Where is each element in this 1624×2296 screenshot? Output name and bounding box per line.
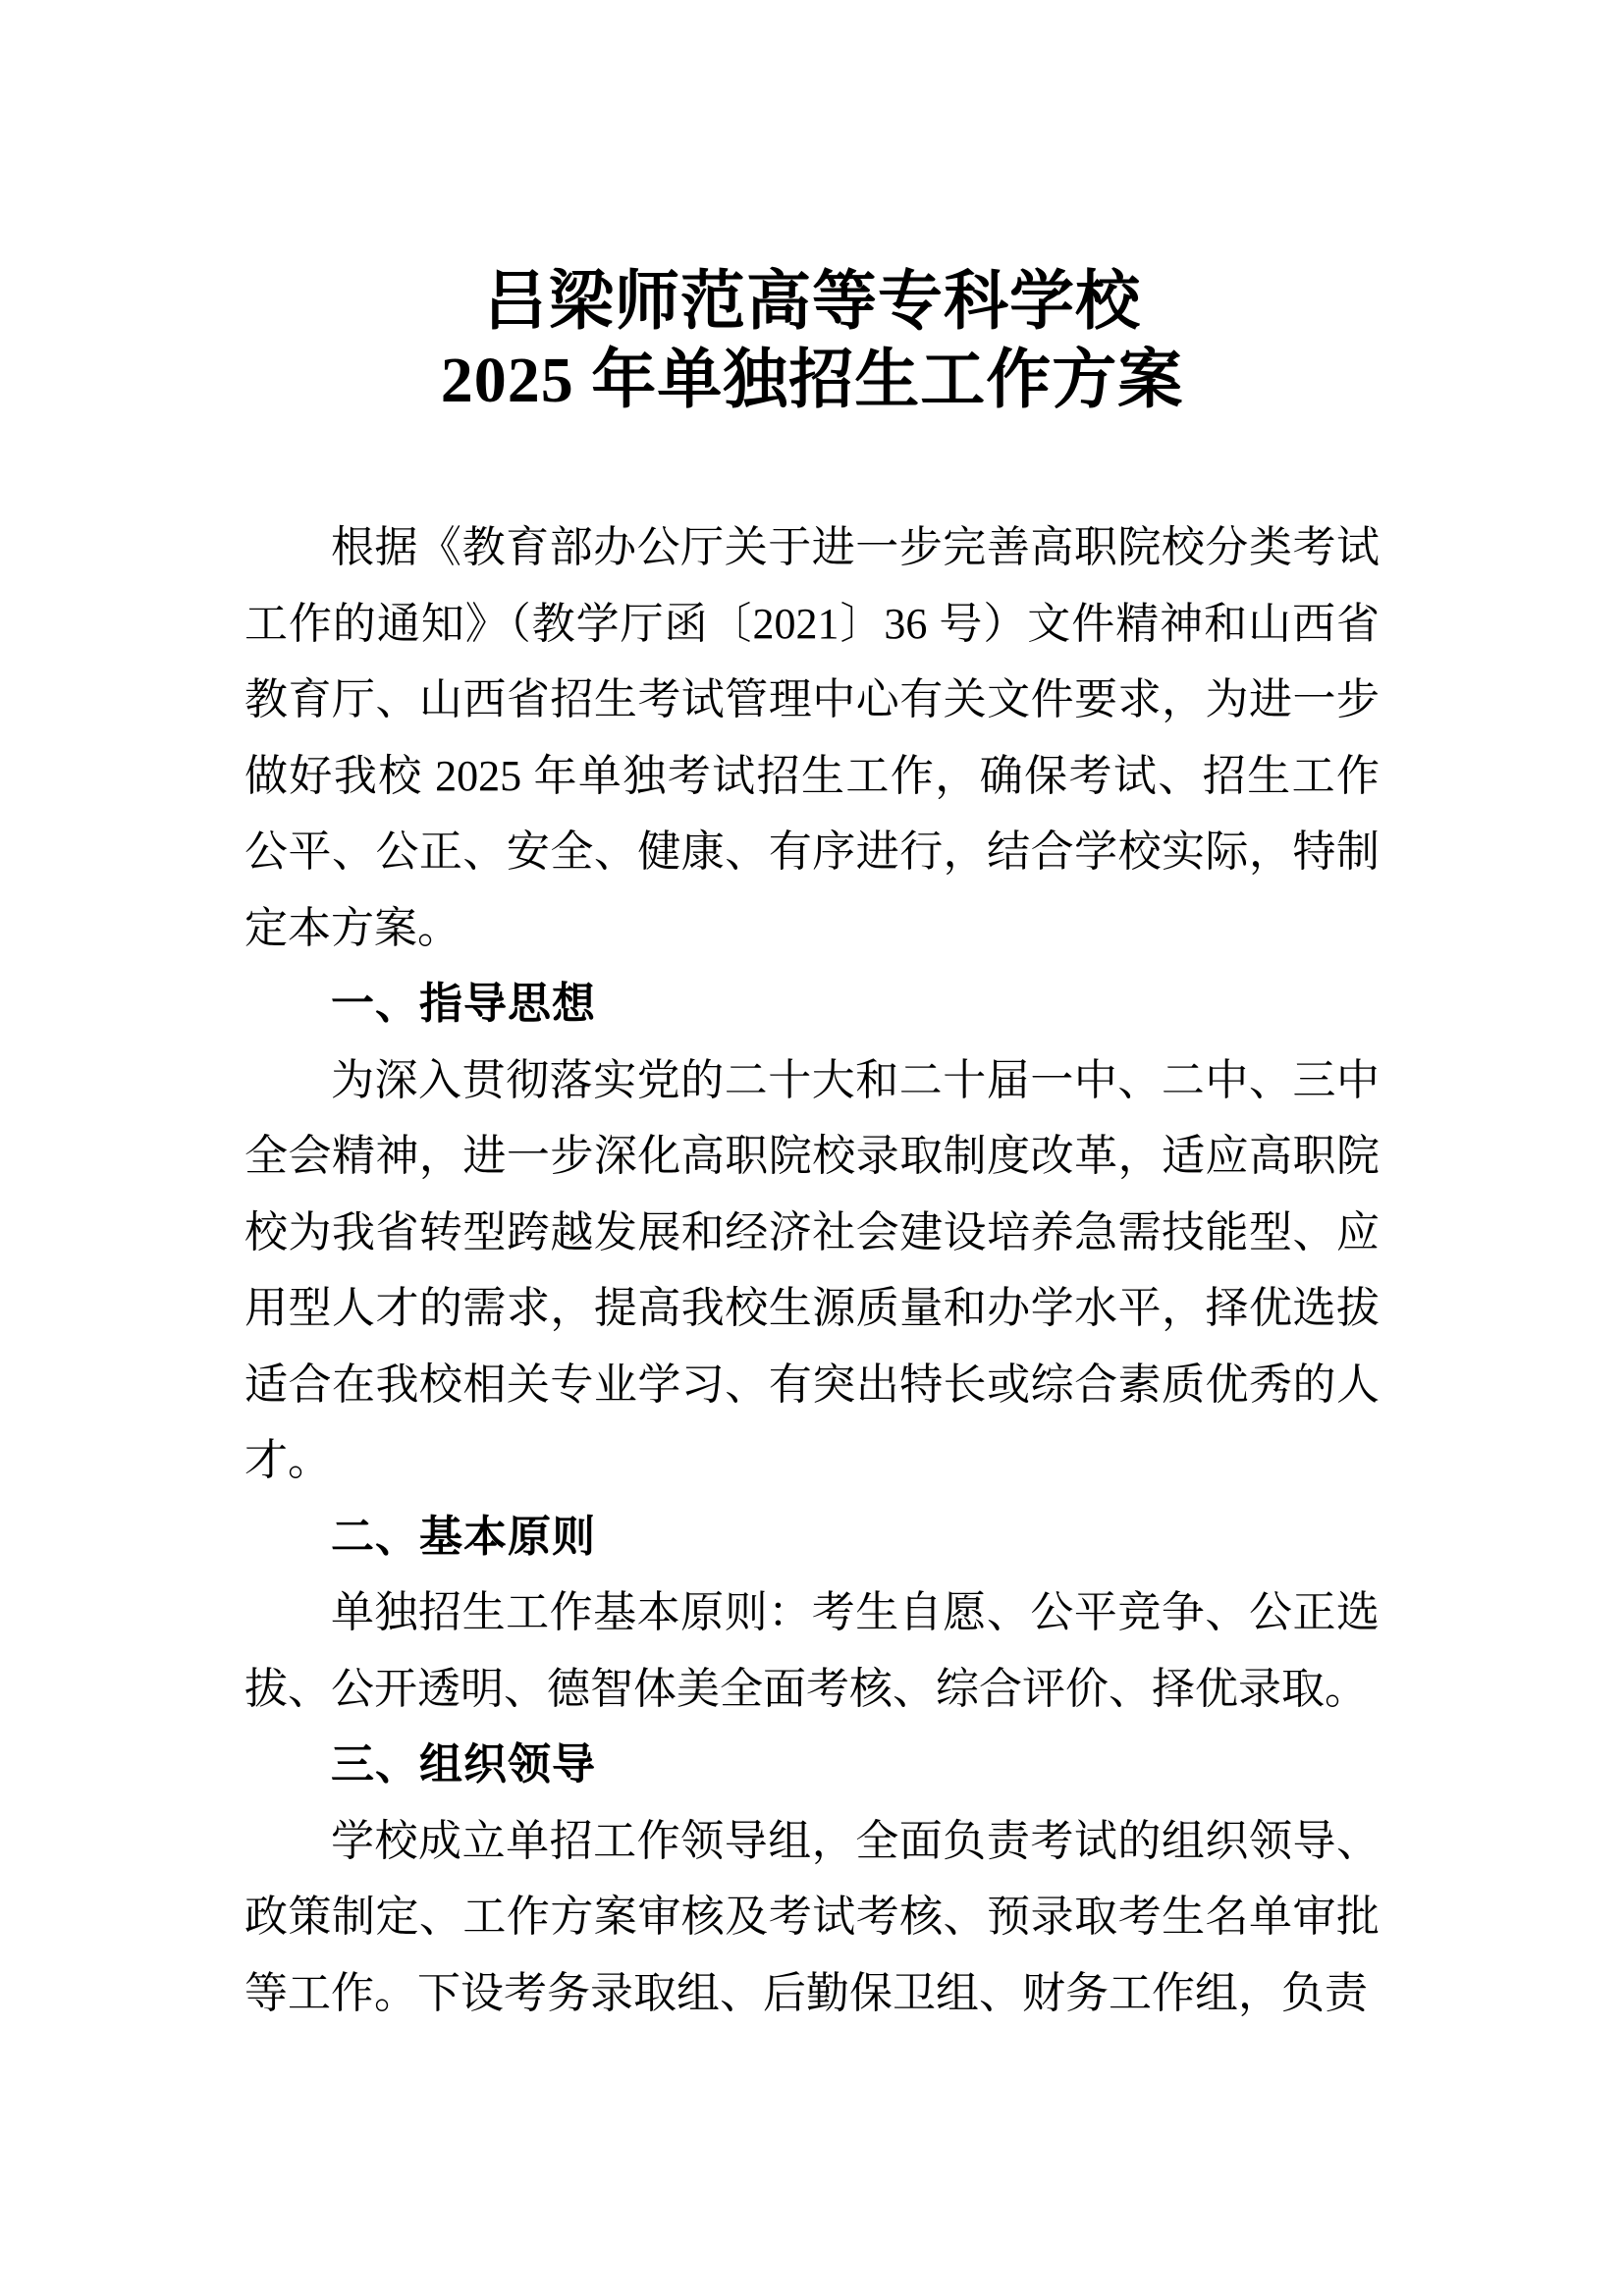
paragraph-preamble: 根据《教育部办公厅关于进一步完善高职院校分类考试工作的通知》（教学厅函〔2021〕36 号）文件精神和山西省教育厅、山西省招生考试管理中心有关文件要求，为进一步做好我校 2025 年单独考试招生工作，确保考试、招生工作公平、公正、安全、健康、有序进行，结合学校实际，特制定本方案。 (244, 523, 1380, 952)
heading-basic-principles: 二、基本原则 (331, 1512, 596, 1561)
title-line-plan-name: 2025 年单独招生工作方案 (440, 345, 1184, 416)
paragraph-guiding-ideology: 为深入贯彻落实党的二十大和二十届一中、二中、三中全会精神，进一步深化高职院校录取制度改革，适应高职院校为我省转型跨越发展和经济社会建设培养急需技能型、应用型人才的需求，提高我校生源质量和办学水平，择优选拔适合在我校相关专业学习、有突出特长或综合素质优秀的人才。 (244, 1055, 1380, 1484)
heading-organization-leadership: 三、组织领导 (331, 1740, 596, 1789)
document-body (244, 509, 1380, 2031)
paragraph-organization-leadership: 学校成立单招工作领导组，全面负责考试的组织领导、政策制定、工作方案审核及考试考核、预录取考生名单审批等工作。下设考务录取组、后勤保卫组、财务工作组，负责 (244, 1816, 1380, 2017)
heading-guiding-ideology: 一、指导思想 (331, 980, 596, 1028)
document-title (0, 263, 1624, 420)
title-line-school-name: 吕梁师范高等专科学校 (483, 266, 1141, 338)
paragraph-basic-principles: 单独招生工作基本原则：考生自愿、公平竞争、公正选拔、公开透明、德智体美全面考核、综合评价、择优录取。 (244, 1588, 1380, 1713)
